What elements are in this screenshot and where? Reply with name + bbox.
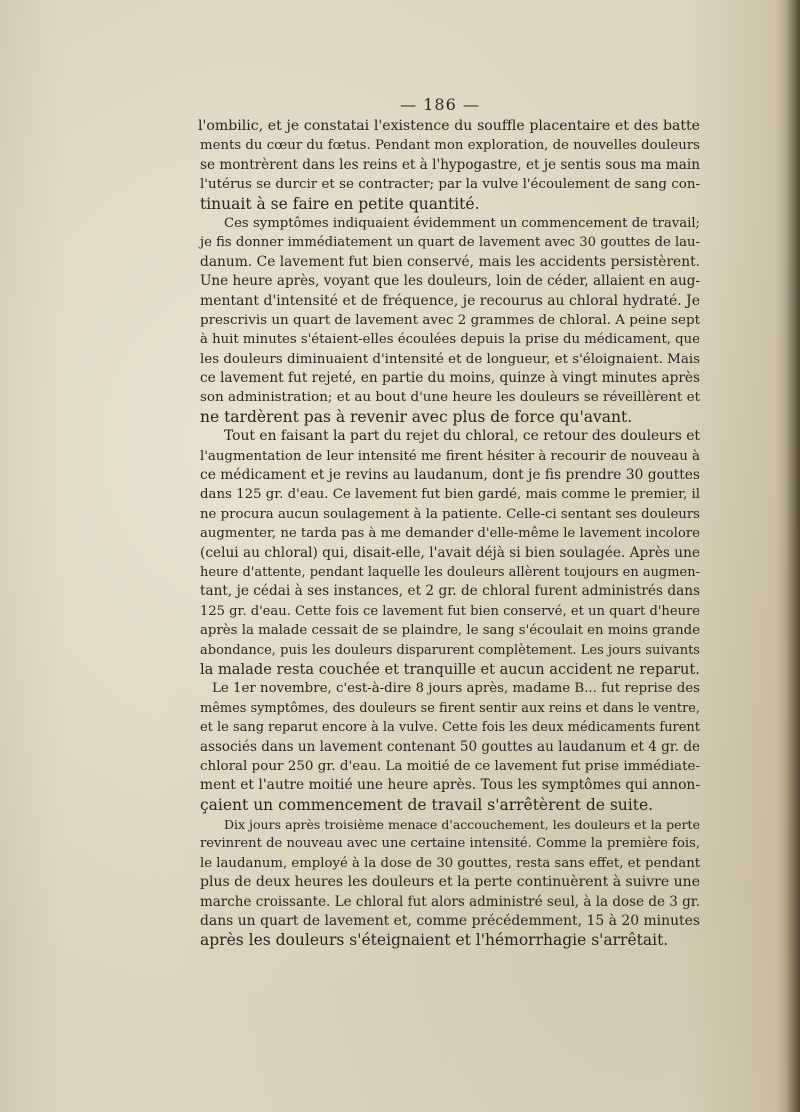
text-line: ce médicament et je revins au laudanum, dont je fis prendre 30 gouttes: [200, 467, 700, 484]
body-text: [200, 117, 700, 951]
text-line: plus de deux heures les douleurs et la perte continuèrent à suivre une: [200, 874, 700, 891]
text-line: son administration; et au bout d'une heure les douleurs se réveillèrent et: [200, 390, 700, 406]
text-line: mentant d'intensité et de fréquence, je recourus au chloral hydraté. Je: [200, 292, 700, 309]
text-line: marche croissante. Le chloral fut alors administré seul, à la dose de 3 gr.: [200, 893, 700, 910]
text-line: se montrèrent dans les reins et à l'hypogastre, et je sentis sous ma main: [200, 156, 700, 173]
text-line: après les douleurs s'éteignaient et l'hémorrhagie s'arrêtait.: [200, 931, 669, 950]
text-line: ne tardèrent pas à revenir avec plus de force qu'avant.: [200, 407, 633, 426]
text-line: Dix jours après troisième menace d'accouchement, les douleurs et la perte: [224, 817, 700, 833]
text-line: tinuait à se faire en petite quantité.: [200, 194, 480, 213]
text-line: à huit minutes s'étaient-elles écoulées depuis la prise du médicament, que: [200, 332, 700, 348]
text-line: ment et l'autre moitié une heure après. Tous les symptômes qui annon-: [200, 777, 700, 794]
text-line: Le 1er novembre, c'est-à-dire 8 jours après, madame B... fut reprise des: [212, 681, 700, 697]
text-line: les douleurs diminuaient d'intensité et de longueur, et s'éloignaient. Mais: [200, 351, 700, 367]
text-line: je fis donner immédiatement un quart de lavement avec 30 gouttes de lau-: [200, 235, 700, 251]
text-line: danum. Ce lavement fut bien conservé, mais les accidents persistèrent.: [200, 253, 700, 270]
text-line: ne procura aucun soulagement à la patiente. Celle-ci sentant ses douleurs: [200, 506, 700, 522]
text-line: l'augmentation de leur intensité me firent hésiter à recourir de nouveau à: [200, 448, 700, 464]
page-edge-shadow: [786, 0, 800, 1112]
text-line: heure d'attente, pendant laquelle les douleurs allèrent toujours en augmen-: [200, 564, 700, 580]
text-line: abondance, puis les douleurs disparurent complètement. Les jours suivants: [200, 642, 700, 658]
text-line: associés dans un lavement contenant 50 gouttes au laudanum et 4 gr. de: [200, 738, 700, 755]
text-line: revinrent de nouveau avec une certaine intensité. Comme la première fois,: [200, 836, 700, 852]
text-line: dans un quart de lavement et, comme précédemment, 15 à 20 minutes: [200, 913, 700, 930]
text-line: dans 125 gr. d'eau. Ce lavement fut bien gardé, mais comme le premier, il: [200, 487, 700, 503]
text-line: çaient un commencement de travail s'arrêtèrent de suite.: [200, 795, 654, 814]
text-line: chloral pour 250 gr. d'eau. La moitié de ce lavement fut prise immédiate-: [200, 758, 700, 774]
text-line: augmenter, ne tarda pas à me demander d'elle-même le lavement incolore: [200, 526, 700, 542]
text-line: Ces symptômes indiquaient évidemment un commencement de travail;: [224, 215, 700, 231]
page-number: — 186 —: [400, 95, 480, 114]
text-line: l'ombilic, et je constatai l'existence du souffle placentaire et des batte: [198, 118, 700, 134]
text-line: après la malade cessait de se plaindre, le sang s'écoulait en moins grande: [200, 623, 701, 639]
text-line: prescrivis un quart de lavement avec 2 grammes de chloral. A peine sept: [200, 311, 701, 328]
text-line: tant, je cédai à ses instances, et 2 gr. de chloral furent administrés dans: [200, 583, 700, 600]
text-line: Une heure après, voyant que les douleurs, loin de céder, allaient en aug-: [200, 273, 700, 290]
text-line: l'utérus se durcir et se contracter; par la vulve l'écoulement de sang con-: [200, 177, 700, 193]
text-line: ments du cœur du fœtus. Pendant mon exploration, de nouvelles douleurs: [200, 138, 700, 154]
text-line: Tout en faisant la part du rejet du chloral, ce retour des douleurs et: [224, 428, 700, 445]
text-line: ce lavement fut rejeté, en partie du moins, quinze à vingt minutes après: [200, 370, 700, 387]
text-line: la malade resta couchée et tranquille et aucun accident ne reparut.: [200, 660, 700, 678]
text-line: (celui au chloral) qui, disait-elle, l'avait déjà si bien soulagée. Après une: [200, 544, 700, 561]
text-line: 125 gr. d'eau. Cette fois ce lavement fut bien conservé, et un quart d'heure: [200, 603, 700, 619]
text-line: et le sang reparut encore à la vulve. Cette fois les deux médicaments furent: [200, 720, 700, 736]
text-line: mêmes symptômes, des douleurs se firent sentir aux reins et dans le ventre,: [200, 700, 700, 716]
text-line: le laudanum, employé à la dose de 30 gouttes, resta sans effet, et pendant: [200, 855, 701, 871]
